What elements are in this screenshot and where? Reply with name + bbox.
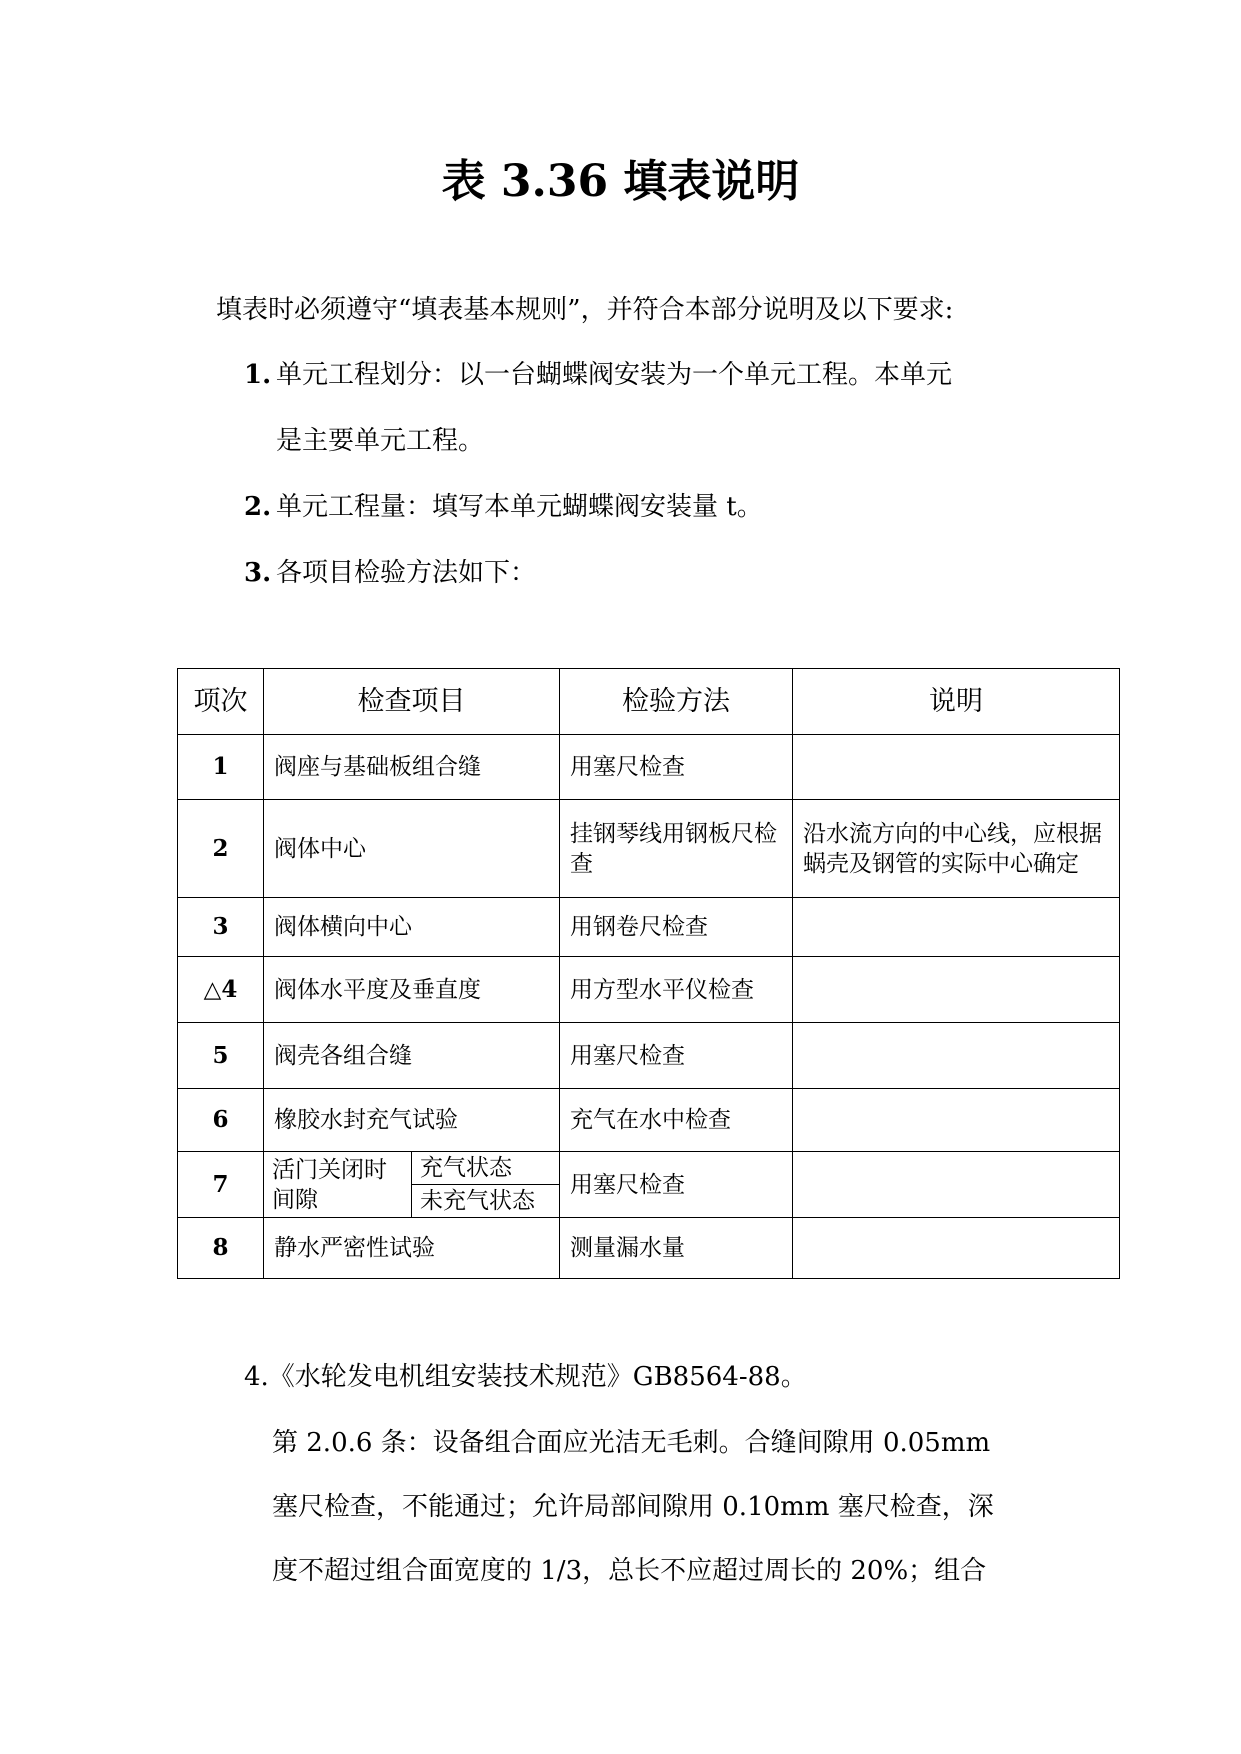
section-4-line: 塞尺检查，不能通过；允许局部间隙用 0.10mm 塞尺检查，深 [272,1492,994,1522]
list-item-text: 单元工程划分：以一台蝴蝶阀安装为一个单元工程。本单元 [276,360,953,390]
row-method: 用钢卷尺检查 [560,898,793,957]
list-item-text: 单元工程量：填写本单元蝴蝶阀安装量 t。 [276,492,763,522]
row-item: 橡胶水封充气试验 [264,1089,560,1152]
table-row [178,735,1120,800]
row-method: 挂钢琴线用钢板尺检查 [560,800,793,898]
row-method: 测量漏水量 [560,1218,793,1279]
table-row [178,1152,1120,1185]
list-item-2 [244,487,763,527]
row-method: 用塞尺检查 [560,735,793,800]
row-note [793,1089,1120,1152]
header-index: 项次 [178,669,264,735]
row-index: 8 [178,1218,264,1279]
row-sub-item-deflated: 未充气状态 [412,1185,560,1218]
row-index: 3 [178,898,264,957]
list-item-number: 3. [244,558,272,588]
list-item-text: 各项目检验方法如下： [276,558,537,588]
table-row [178,1218,1120,1279]
row-note [793,1218,1120,1279]
table-row [178,1089,1120,1152]
row-sub-item-inflated: 充气状态 [412,1152,560,1185]
list-item-number: 2. [244,492,272,522]
section-4-line: 度不超过组合面宽度的 1/3，总长不应超过周长的 20%；组合 [272,1556,987,1586]
row-index: 6 [178,1089,264,1152]
row-index: 1 [178,735,264,800]
row-note [793,735,1120,800]
intro-text: 填表时必须遵守“填表基本规则”，并符合本部分说明及以下要求: [216,295,954,325]
table-header-row [178,669,1120,735]
row-item: 阀座与基础板组合缝 [264,735,560,800]
row-note: 沿水流方向的中心线，应根据蜗壳及钢管的实际中心确定 [793,800,1120,898]
table-row [178,1023,1120,1089]
row-index: 7 [178,1152,264,1218]
list-item-1-continuation: 是主要单元工程。 [276,426,485,456]
header-method: 检验方法 [560,669,793,735]
row-method: 用塞尺检查 [560,1152,793,1218]
row-method: 用塞尺检查 [560,1023,793,1089]
row-index: 2 [178,800,264,898]
inspection-table [177,668,1120,1279]
row-index: 5 [178,1023,264,1089]
row-item: 阀体横向中心 [264,898,560,957]
row-note [793,1023,1120,1089]
list-item-1 [244,355,952,395]
list-item-number: 1. [244,360,272,390]
section-4-line: 第 2.0.6 条：设备组合面应光洁无毛刺。合缝间隙用 0.05mm [272,1428,991,1458]
row-note [793,898,1120,957]
table-row [178,800,1120,898]
row-note [793,1152,1120,1218]
list-item-3 [244,553,536,593]
row-item: 静水严密性试验 [264,1218,560,1279]
page-title: 表 3.36 填表说明 [441,156,800,207]
row-index: △4 [178,957,264,1023]
row-item: 阀体水平度及垂直度 [264,957,560,1023]
header-note: 说明 [793,669,1120,735]
row-note [793,957,1120,1023]
row-item: 活门关闭时间隙 [264,1152,412,1218]
row-item: 阀壳各组合缝 [264,1023,560,1089]
header-item: 检查项目 [264,669,560,735]
section-4-heading: 4.《水轮发电机组安装技术规范》GB8564-88。 [244,1362,807,1392]
row-item: 阀体中心 [264,800,560,898]
table-row [178,957,1120,1023]
row-method: 用方型水平仪检查 [560,957,793,1023]
row-method: 充气在水中检查 [560,1089,793,1152]
table-row [178,898,1120,957]
